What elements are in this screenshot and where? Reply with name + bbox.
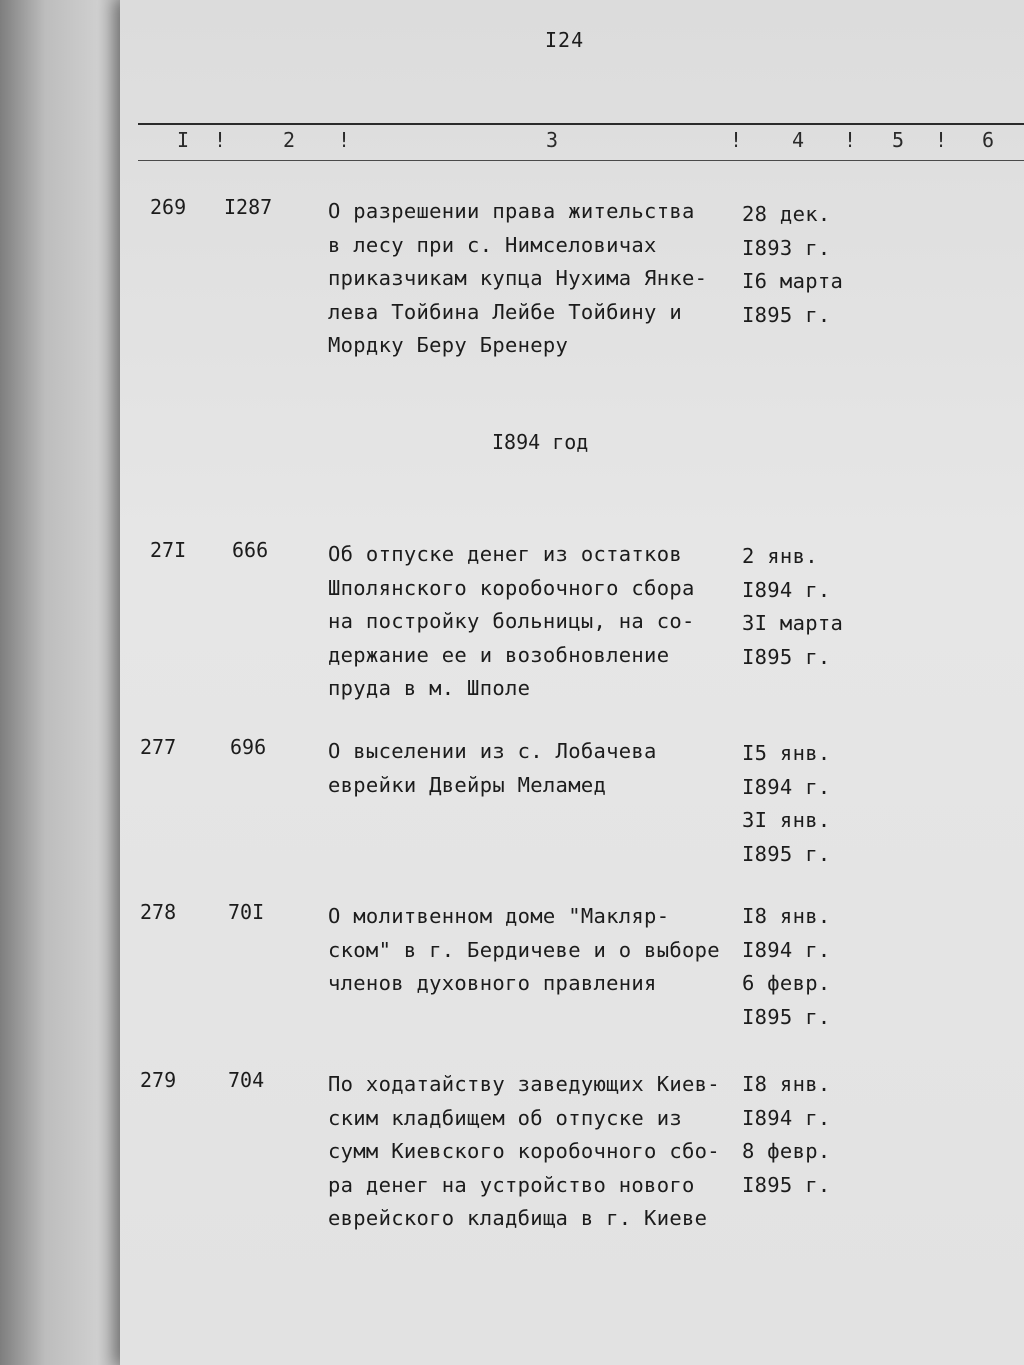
column-separator: ! [935,128,948,152]
entry-title [328,1068,720,1236]
title-line: О молитвенном доме "Макляр- [328,904,670,928]
date-line: I895 г. [742,841,831,866]
entry-title [328,195,707,363]
entry-number: 279 [140,1068,177,1092]
column-separator: ! [214,128,227,152]
date-line: 3I янв. [742,808,831,832]
file-number: 696 [230,735,267,759]
title-line: лева Тойбина Лейбе Тойбину и [328,299,682,324]
header-top-rule [138,123,1024,125]
title-line: По ходатайству заведующих Киев- [328,1072,720,1096]
entry-dates [742,198,843,332]
title-line: О разрешении права жительства [328,199,695,223]
file-number: 704 [228,1068,265,1092]
entry-title [328,538,695,706]
entry-dates [742,737,831,871]
file-number: I287 [224,195,273,219]
date-line: I894 г. [742,1105,831,1130]
entry-number: 278 [140,900,177,924]
file-number: 70I [228,900,265,924]
file-number: 666 [232,538,269,562]
column-header-5: 5 [892,128,905,152]
title-line: ра денег на устройство нового [328,1172,695,1197]
entry-dates [742,900,831,1034]
page-number: I24 [545,28,585,52]
title-line: Шполянского коробочного сбора [328,575,695,600]
date-line: 6 февр. [742,971,831,995]
document-page [120,0,1024,1365]
date-line: I894 г. [742,937,831,962]
title-line: Об отпуске денег из остатков [328,542,682,566]
column-separator: ! [730,128,743,152]
date-line: I8 янв. [742,904,831,928]
facing-page-edge [0,0,130,1365]
column-separator: ! [338,128,351,152]
date-line: 3I марта [742,611,844,635]
title-line: держание ее и возобновление [328,642,670,667]
entry-number: 277 [140,735,177,759]
date-line: 8 февр. [742,1139,831,1163]
title-line: ском" в г. Бердичеве и о выборе [328,937,720,962]
date-line: I895 г. [742,1172,831,1197]
entry-dates [742,540,843,674]
title-line: О выселении из с. Лобачева [328,739,657,763]
title-line: Мордку Беру Бренеру [328,333,569,357]
date-line: I5 янв. [742,741,831,765]
title-line: пруда в м. Шполе [328,676,531,700]
header-bottom-rule [138,160,1024,161]
date-line: I895 г. [742,1004,831,1029]
date-line: I894 г. [742,774,831,799]
column-header-4: 4 [792,128,805,152]
date-line: I8 янв. [742,1072,831,1096]
title-line: приказчикам купца Нухима Янке- [328,266,708,290]
date-line: I895 г. [742,302,831,327]
year-heading: I894 год [492,430,589,454]
date-line: 28 дек. [742,202,831,226]
title-line: членов духовного правления [328,971,657,995]
column-header-2: 2 [283,128,296,152]
title-line: сумм Киевского коробочного сбо- [328,1139,720,1163]
date-line: I6 марта [742,269,844,293]
entry-number: 269 [150,195,187,219]
column-separator: ! [844,128,857,152]
title-line: еврейки Двейры Меламед [328,772,607,797]
entry-title [328,735,657,802]
date-line: I894 г. [742,577,831,602]
title-line: на постройку больницы, на со- [328,609,695,633]
entry-dates [742,1068,831,1202]
date-line: 2 янв. [742,544,818,568]
column-header-1: I [177,128,190,152]
date-line: I895 г. [742,644,831,669]
entry-title [328,900,720,1001]
entry-number: 27I [150,538,187,562]
column-header-6: 6 [982,128,995,152]
date-line: I893 г. [742,235,831,260]
column-header-3: 3 [546,128,559,152]
title-line: в лесу при с. Нимселовичах [328,232,657,257]
title-line: еврейского кладбища в г. Киеве [328,1206,708,1230]
title-line: ским кладбищем об отпуске из [328,1105,682,1130]
